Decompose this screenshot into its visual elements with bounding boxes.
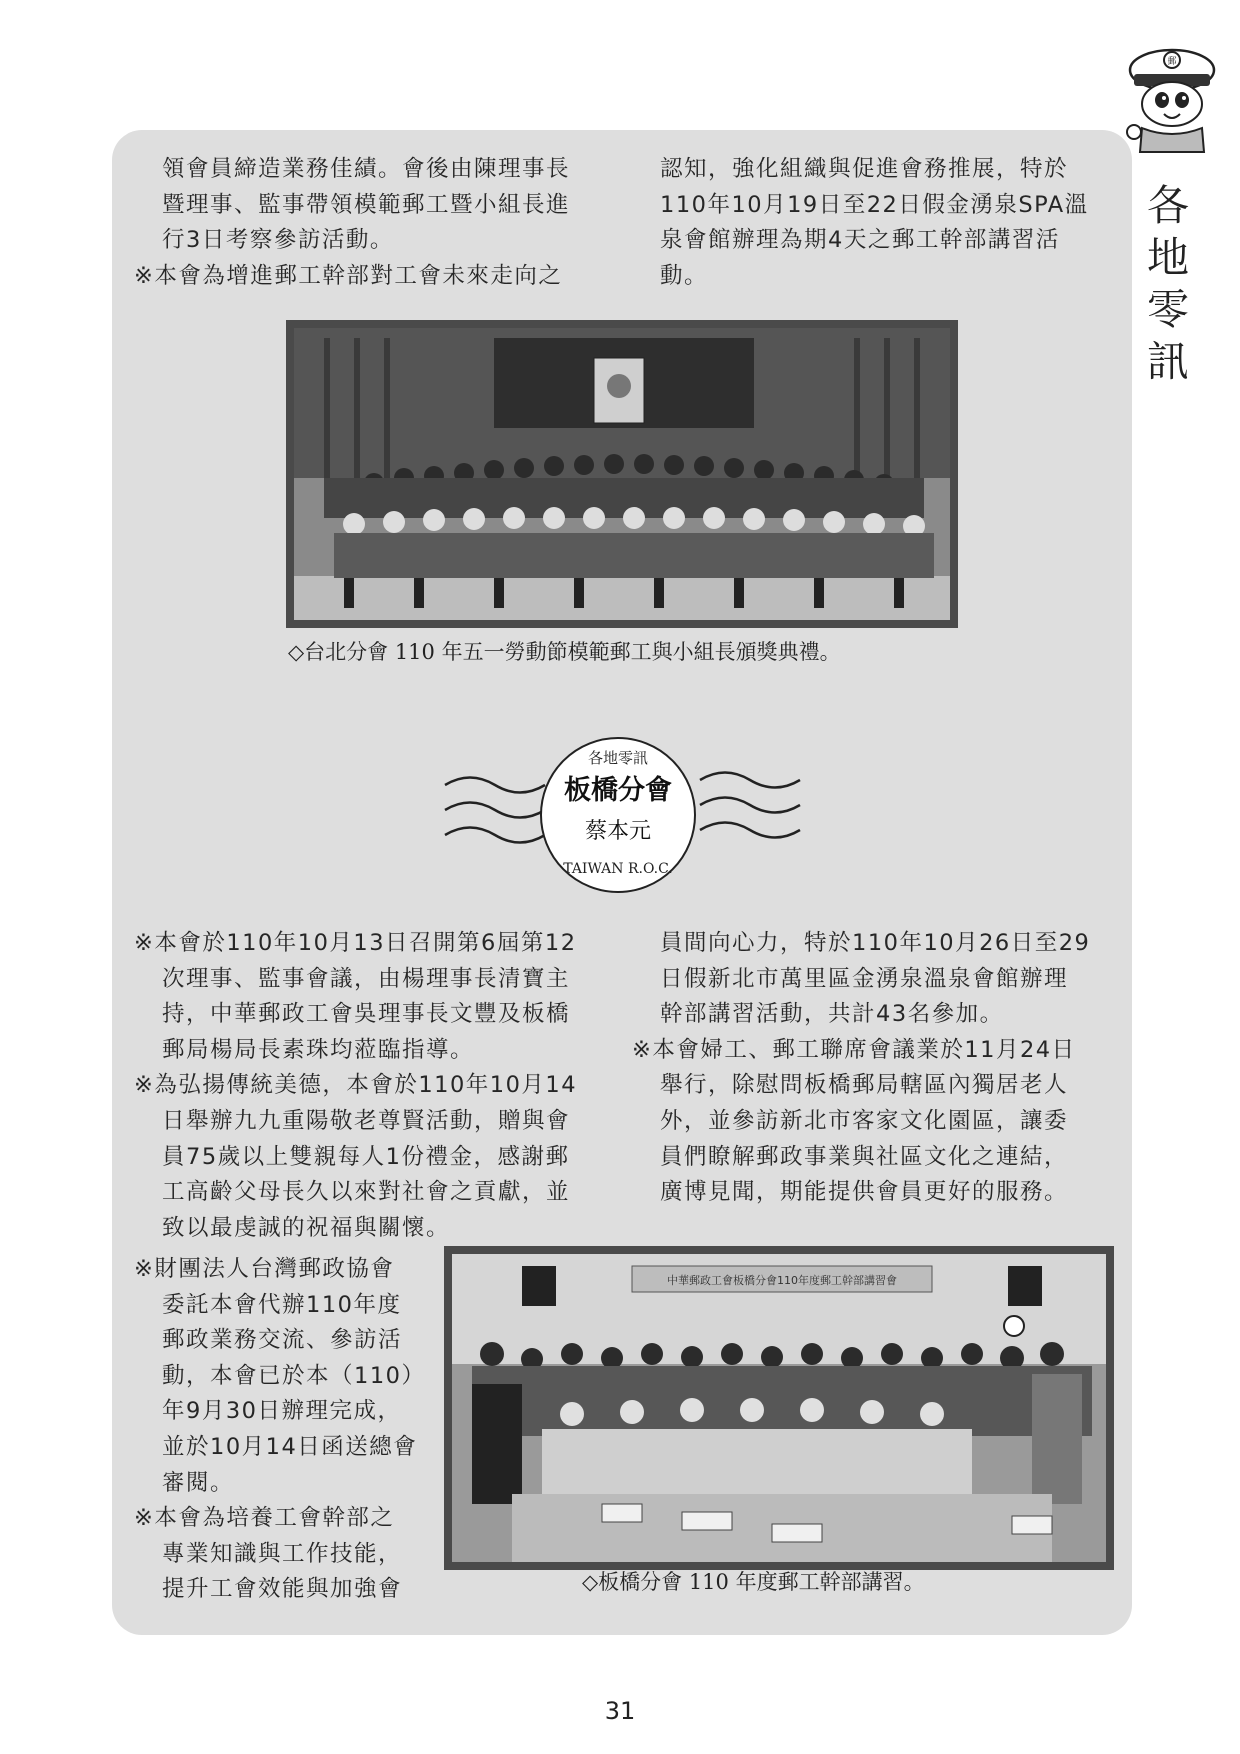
paragraph-line: 動，本會已於本（110） [162, 1362, 426, 1389]
section-title-char: 零 [1146, 285, 1189, 334]
photo-taipei-ceremony [286, 320, 958, 628]
paragraph-line: 日舉辦九九重陽敬老尊賢活動，贈與會 [162, 1107, 571, 1134]
paragraph-line: 員75歲以上雙親每人1份禮金，感謝郵 [162, 1143, 570, 1170]
stamp-author: 蔡本元 [584, 819, 652, 844]
paragraph-line: 泉會館辦理為期4天之郵工幹部講習活 [660, 227, 1060, 254]
paragraph-line: 委託本會代辦110年度 [162, 1291, 402, 1318]
paragraph-line: 持，中華郵政工會吳理事長文豐及板橋 [162, 1001, 571, 1028]
section-title-char: 各 [1146, 181, 1189, 230]
section-title [1138, 180, 1198, 388]
group-photo-image [452, 1254, 1106, 1562]
paragraph-line: 認知，強化組織與促進會務推展，特於 [660, 156, 1069, 182]
paragraph-line: 年9月30日辦理完成， [162, 1398, 402, 1425]
photo1-caption: ◇台北分會 110 年五一勞動節模範郵工與小組長頒獎典禮。 [288, 640, 841, 664]
paragraph-line: 審閱。 [162, 1469, 235, 1496]
stamp-top-text: 各地零訊 [587, 749, 649, 767]
paragraph-line: 郵政業務交流、參訪活 [162, 1327, 403, 1354]
paragraph-line: 郵局楊局長素珠均蒞臨指導。 [162, 1036, 475, 1063]
paragraph-line: 提升工會效能與加強會 [162, 1576, 403, 1603]
wave-lines-left [445, 778, 545, 843]
postmark-stamp [440, 735, 820, 895]
paragraph-line: 110年10月19日至22日假金湧泉SPA溫 [660, 191, 1089, 218]
mascot-logo [1120, 40, 1220, 160]
mid-left-column [134, 926, 614, 1246]
section-title-char: 訊 [1146, 337, 1189, 386]
paragraph-line: ※本會婦工、郵工聯席會議業於11月24日 [632, 1036, 1076, 1063]
paragraph-line: 次理事、監事會議，由楊理事長清寶主 [162, 965, 571, 992]
paragraph-line: 員間向心力，特於110年10月26日至29 [660, 930, 1091, 956]
stamp-branch: 板橋分會 [564, 775, 672, 806]
paragraph-line: 舉行，除慰問板橋郵局轄區內獨居老人 [660, 1072, 1069, 1099]
paragraph-line: 並於10月14日函送總會 [162, 1433, 418, 1460]
paragraph-line: 工高齡父母長久以來對社會之貢獻，並 [162, 1179, 571, 1206]
bottom-left-column [134, 1252, 434, 1608]
paragraph-line: 日假新北市萬里區金湧泉溫泉會館辦理 [660, 965, 1069, 992]
paragraph-line: 致以最虔誠的祝福與關懷。 [162, 1214, 451, 1241]
paragraph-line: ※本會於110年10月13日召開第6屆第12 [134, 930, 577, 956]
paragraph-line: ※本會為增進郵工幹部對工會未來走向之 [134, 262, 563, 289]
top-right-column [632, 152, 1112, 294]
photo2-caption: ◇板橋分會 110 年度郵工幹部講習。 [582, 1570, 925, 1594]
paragraph-line: 廣博見聞，期能提供會員更好的服務。 [660, 1179, 1069, 1206]
paragraph-line: 員們瞭解郵政事業與社區文化之連結， [660, 1143, 1069, 1170]
mid-right-column [632, 926, 1112, 1211]
paragraph-line: ※為弘揚傳統美德，本會於110年10月14 [134, 1072, 578, 1099]
section-title-char: 地 [1146, 233, 1189, 282]
group-photo-image [294, 328, 950, 620]
paragraph-line: 暨理事、監事帶領模範郵工暨小組長進 [162, 191, 571, 218]
paragraph-line: 行3日考察參訪活動。 [162, 227, 394, 254]
paragraph-line: ※財團法人台灣郵政協會 [134, 1256, 395, 1282]
top-left-column [134, 152, 614, 294]
paragraph-line: 領會員締造業務佳績。會後由陳理事長 [162, 156, 571, 182]
paragraph-line: ※本會為培養工會幹部之 [134, 1505, 395, 1532]
banner-text: 中華郵政工會板橋分會110年度郵工幹部講習會 [667, 1274, 897, 1287]
paragraph-line: 專業知識與工作技能， [162, 1540, 403, 1567]
photo-banqiao-training [444, 1246, 1114, 1570]
paragraph-line: 動。 [660, 262, 709, 289]
paragraph-line: 外，並參訪新北市客家文化園區，讓委 [660, 1107, 1069, 1134]
page-number: 31 [604, 1697, 636, 1725]
stamp-bottom-text: TAIWAN R.O.C. [563, 861, 673, 877]
wave-lines-right [700, 773, 800, 838]
svg-text:郵: 郵 [1167, 57, 1177, 67]
paragraph-line: 幹部講習活動，共計43名參加。 [660, 1001, 1004, 1028]
